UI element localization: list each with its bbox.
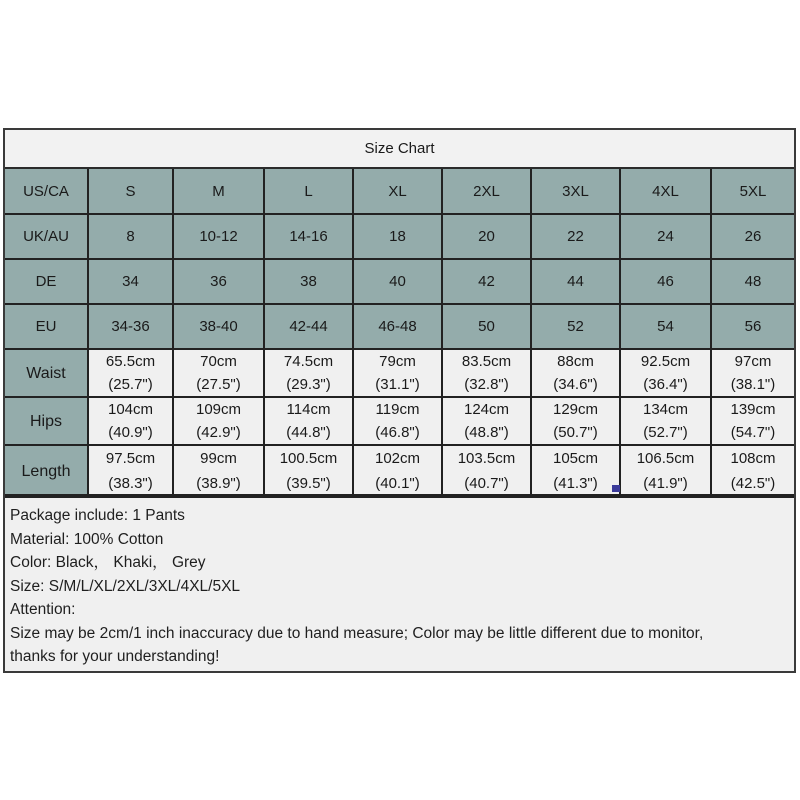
size-cell: 54 — [620, 304, 711, 349]
size-cell: 3XL — [531, 169, 620, 214]
cm-value: 97cm — [734, 353, 772, 370]
note-line: Attention: — [10, 601, 76, 618]
size-cell: 50 — [442, 304, 531, 349]
measure-cell — [88, 349, 173, 397]
size-row — [5, 214, 794, 259]
measure-row — [5, 445, 794, 497]
row-label: Length — [5, 445, 88, 497]
measure-cell — [353, 397, 442, 445]
note-line: Size may be 2cm/1 inch inaccuracy due to hand measure; Color may be little different due to monitor, — [10, 624, 704, 642]
cm-value: 114cm — [286, 401, 331, 418]
cm-value: 74.5cm — [283, 353, 334, 370]
size-cell: 2XL — [442, 169, 531, 214]
inch-value: (32.8") — [464, 376, 509, 393]
size-cell: 38-40 — [173, 304, 264, 349]
size-cell: 52 — [531, 304, 620, 349]
cm-value: 83.5cm — [461, 353, 512, 370]
size-cell: 46-48 — [353, 304, 442, 349]
measure-cell — [620, 445, 711, 497]
size-cell: L — [264, 169, 353, 214]
cm-value: 119cm — [375, 401, 420, 418]
cm-value: 103.5cm — [457, 450, 516, 467]
size-row — [5, 169, 794, 214]
measure-cell — [711, 349, 794, 397]
inch-value: (31.1") — [375, 376, 420, 393]
measure-cell — [711, 397, 794, 445]
size-cell: XL — [353, 169, 442, 214]
cm-value: 105cm — [552, 450, 599, 467]
cm-value: 100.5cm — [279, 450, 338, 467]
measure-cell — [264, 445, 353, 497]
size-cell: 8 — [88, 214, 173, 259]
measure-cell — [620, 349, 711, 397]
cm-value: 106.5cm — [636, 450, 695, 467]
size-cell: 5XL — [711, 169, 794, 214]
size-cell: 20 — [442, 214, 531, 259]
inch-value: (38.9") — [196, 475, 241, 492]
note-line: thanks for your understanding! — [10, 648, 220, 665]
inch-value: (40.1") — [375, 475, 420, 492]
measure-cell — [88, 397, 173, 445]
note-line: Package include: 1 Pants — [10, 507, 185, 524]
inch-value: (41.3") — [553, 475, 598, 492]
row-label: Waist — [5, 349, 88, 397]
cm-value: 102cm — [374, 450, 421, 467]
note-line: Material: 100% Cotton — [10, 530, 164, 548]
resize-handle-icon — [612, 485, 620, 492]
size-table — [5, 169, 794, 498]
measure-cell — [264, 397, 353, 445]
size-cell: M — [173, 169, 264, 214]
size-cell: 56 — [711, 304, 794, 349]
inch-value: (34.6") — [553, 376, 598, 393]
measure-row — [5, 397, 794, 445]
row-label: EU — [5, 304, 88, 349]
cm-value: 139cm — [730, 401, 776, 418]
measure-cell — [531, 349, 620, 397]
size-cell: 26 — [711, 214, 794, 259]
cm-value: 79cm — [379, 353, 416, 370]
note-line: Size: S/M/L/XL/2XL/3XL/4XL/5XL — [10, 577, 241, 595]
size-cell: 18 — [353, 214, 442, 259]
measure-cell — [353, 445, 442, 497]
cm-value: 65.5cm — [105, 353, 156, 370]
size-cell: 10-12 — [173, 214, 264, 259]
inch-value: (29.3") — [286, 376, 331, 393]
cm-value: 134cm — [642, 401, 689, 418]
size-row — [5, 259, 794, 304]
cm-value: 88cm — [557, 353, 594, 370]
inch-value: (50.7") — [553, 424, 598, 441]
size-cell: 40 — [353, 259, 442, 304]
size-cell: 24 — [620, 214, 711, 259]
cm-value: 124cm — [463, 401, 510, 418]
row-label: Hips — [5, 397, 88, 445]
cm-value: 92.5cm — [640, 353, 691, 370]
inch-value: (44.8") — [286, 424, 331, 441]
measure-cell — [88, 445, 173, 497]
inch-value: (42.9") — [196, 424, 241, 441]
size-cell: 34 — [88, 259, 173, 304]
inch-value: (27.5") — [196, 376, 241, 393]
inch-value: (46.8") — [375, 424, 420, 441]
inch-value: (52.7") — [643, 424, 688, 441]
size-cell: S — [88, 169, 173, 214]
measure-cell — [531, 397, 620, 445]
size-cell: 46 — [620, 259, 711, 304]
size-cell: 42-44 — [264, 304, 353, 349]
inch-value: (48.8") — [464, 424, 509, 441]
measure-cell — [531, 445, 620, 497]
measure-cell — [442, 397, 531, 445]
size-cell: 36 — [173, 259, 264, 304]
measure-cell — [173, 445, 264, 497]
cm-value: 70cm — [200, 353, 237, 370]
inch-value: (39.5") — [286, 475, 331, 492]
inch-value: (40.9") — [108, 424, 153, 441]
row-label: DE — [5, 259, 88, 304]
measure-cell — [442, 349, 531, 397]
size-cell: 48 — [711, 259, 794, 304]
inch-value: (38.1") — [730, 376, 776, 393]
product-notes — [5, 494, 794, 669]
size-cell: 14-16 — [264, 214, 353, 259]
measure-cell — [353, 349, 442, 397]
inch-value: (54.7") — [730, 424, 776, 441]
size-cell: 44 — [531, 259, 620, 304]
measure-cell — [711, 445, 794, 497]
cm-value: 97.5cm — [105, 450, 156, 467]
cm-value: 108cm — [730, 450, 776, 467]
measure-cell — [442, 445, 531, 497]
cm-value: 109cm — [195, 401, 242, 418]
measure-cell — [173, 349, 264, 397]
size-cell: 34-36 — [88, 304, 173, 349]
measure-cell — [173, 397, 264, 445]
inch-value: (36.4") — [643, 376, 688, 393]
size-cell: 4XL — [620, 169, 711, 214]
inch-value: (25.7") — [108, 376, 153, 393]
inch-value: (41.9") — [643, 475, 688, 492]
cm-value: 129cm — [552, 401, 599, 418]
row-label: US/CA — [5, 169, 88, 214]
size-row — [5, 304, 794, 349]
measure-cell — [620, 397, 711, 445]
inch-value: (40.7") — [464, 475, 509, 492]
chart-title: Size Chart — [5, 130, 794, 169]
row-label: UK/AU — [5, 214, 88, 259]
measure-row — [5, 349, 794, 397]
cm-value: 104cm — [107, 401, 154, 418]
size-cell: 38 — [264, 259, 353, 304]
cm-value: 99cm — [200, 450, 237, 467]
inch-value: (42.5") — [730, 475, 776, 492]
size-cell: 22 — [531, 214, 620, 259]
inch-value: (38.3") — [108, 475, 153, 492]
note-line: Color: Black， Khaki， Grey — [10, 554, 206, 571]
size-chart — [3, 128, 796, 673]
measure-cell — [264, 349, 353, 397]
size-cell: 42 — [442, 259, 531, 304]
